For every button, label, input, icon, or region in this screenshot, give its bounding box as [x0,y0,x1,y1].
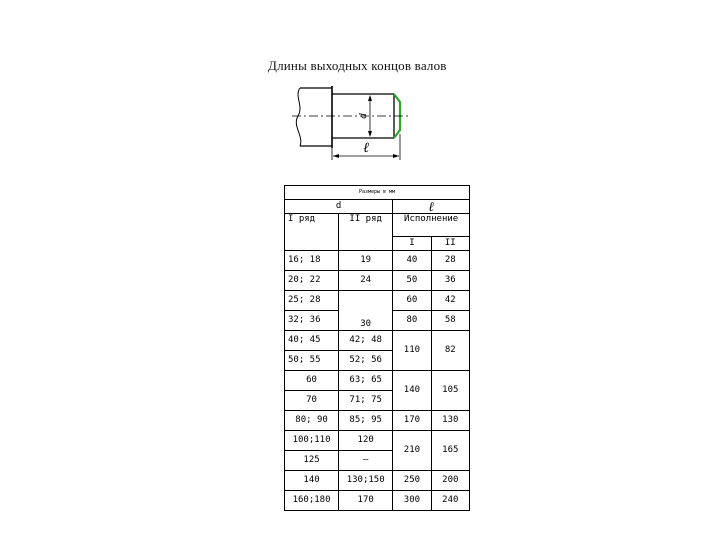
cell-d2: 63; 65 [339,371,393,391]
cell-l1: 140 [393,371,431,411]
cell-d2: 71; 75 [339,391,393,411]
cell-d2: 85; 95 [339,411,393,431]
header-variant-1: I [393,237,431,251]
cell-l2: 165 [431,431,469,471]
shaft-length-table [284,185,470,511]
cell-l1: 60 [393,291,431,311]
cell-l2: 36 [431,271,469,291]
cell-d2: 130;150 [339,471,393,491]
cell-l2: 42 [431,291,469,311]
table-row [285,371,470,391]
header-d: d [285,200,393,214]
cell-l2: 82 [431,331,469,371]
cell-l2: 200 [431,471,469,491]
cell-d1: 160;180 [285,491,339,511]
cell-d1: 20; 22 [285,271,339,291]
cell-d2: – [339,451,393,471]
cell-l1: 300 [393,491,431,511]
table-row [285,471,470,491]
header-row-2: II ряд [339,214,393,251]
table-row [285,271,470,291]
cell-d2: 19 [339,251,393,271]
table-row [285,431,470,451]
header-row-1: I ряд [285,214,339,251]
cell-d2: 52; 56 [339,351,393,371]
cell-l1: 80 [393,311,431,331]
cell-d1: 125 [285,451,339,471]
diameter-label: d [357,113,369,119]
table-row [285,411,470,431]
page-title: Длины выходных концов валов [268,58,447,73]
cell-l1: 210 [393,431,431,471]
table-caption: Размеры в мм [285,186,470,200]
table-row [285,251,470,271]
header-l: ℓ [393,200,470,214]
cell-l2: 240 [431,491,469,511]
cell-l1: 250 [393,471,431,491]
shaft-end-drawing [288,78,418,163]
header-variant-2: II [431,237,469,251]
cell-d1: 25; 28 [285,291,339,311]
cell-d1: 50; 55 [285,351,339,371]
cell-d1: 100;110 [285,431,339,451]
cell-l1: 50 [393,271,431,291]
length-label: ℓ [363,141,369,156]
cell-l2: 130 [431,411,469,431]
cell-d1: 80; 90 [285,411,339,431]
cell-d2: 120 [339,431,393,451]
cell-d1: 60 [285,371,339,391]
table-row [285,291,470,311]
cell-l2: 58 [431,311,469,331]
cell-d1: 40; 45 [285,331,339,351]
break-line [296,88,301,146]
cell-d1: 140 [285,471,339,491]
cell-d2: 30 [339,291,393,331]
cell-d2: 24 [339,271,393,291]
cell-l1: 40 [393,251,431,271]
cell-d1: 70 [285,391,339,411]
cell-d1: 32; 36 [285,311,339,331]
table-row [285,491,470,511]
cell-l1: 110 [393,331,431,371]
cell-l1: 170 [393,411,431,431]
cell-d2: 170 [339,491,393,511]
header-variant: Исполнение [393,214,470,237]
table-row [285,331,470,351]
cell-l2: 28 [431,251,469,271]
cell-d2: 42; 48 [339,331,393,351]
cell-l2: 105 [431,371,469,411]
cell-d1: 16; 18 [285,251,339,271]
